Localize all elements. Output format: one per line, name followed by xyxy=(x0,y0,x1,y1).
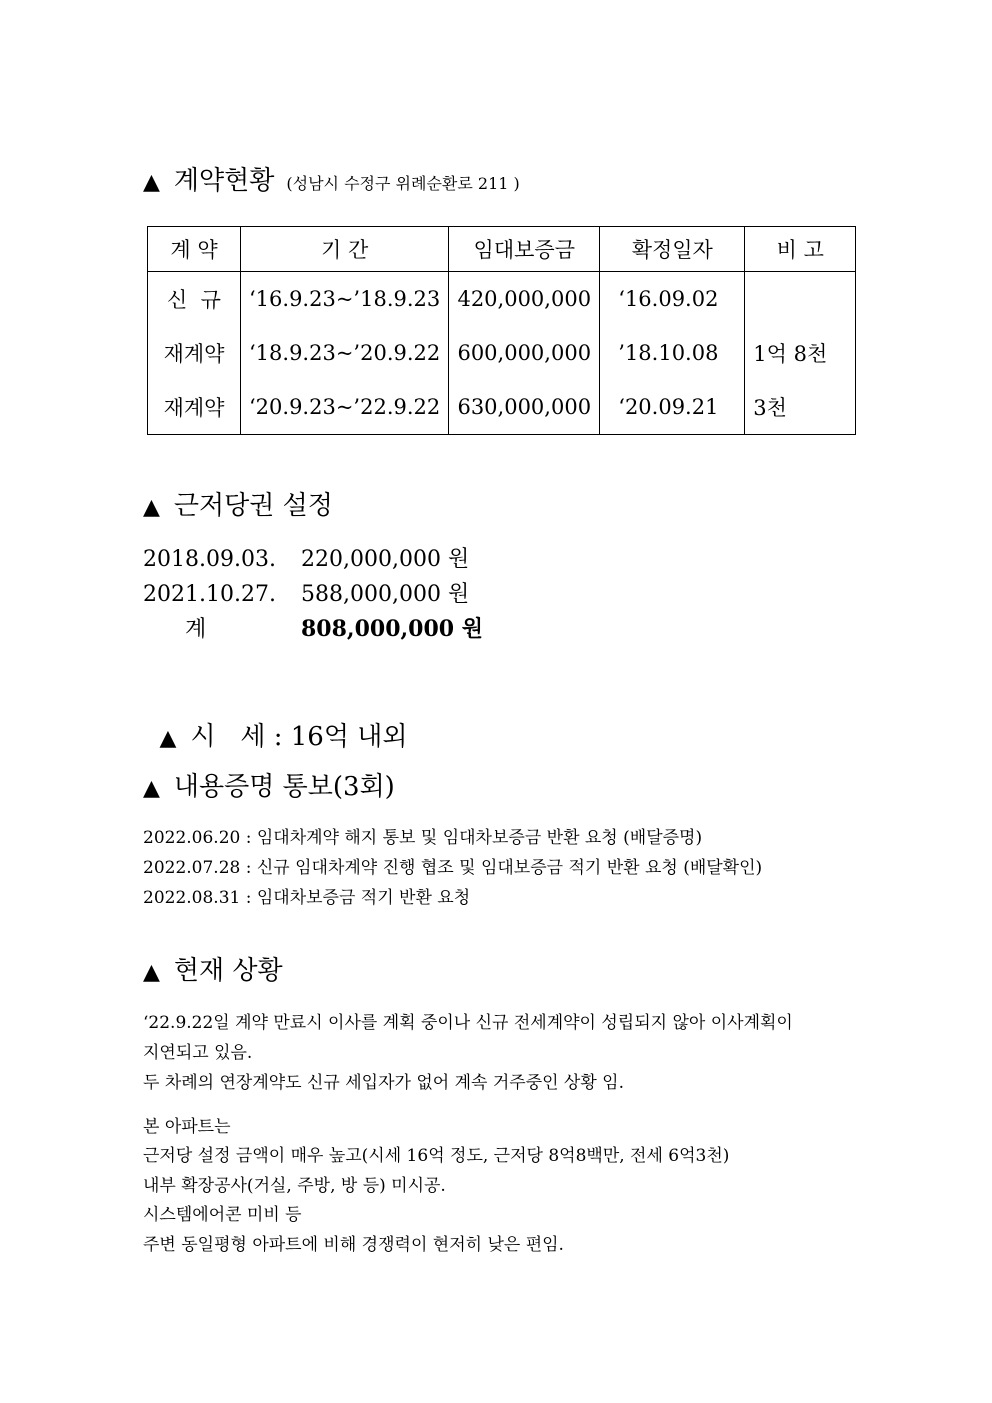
cell-period: ‘18.9.23~’20.9.22 xyxy=(241,326,449,380)
header-type: 계 약 xyxy=(148,227,241,272)
mortgage-entry xyxy=(143,542,469,573)
status-paragraph-line: 근저당 설정 금액이 매우 높고(시세 16억 정도, 근저당 8억8백만, 전세 6억3천) xyxy=(143,1146,730,1166)
status-paragraph-line: ‘22.9.22일 계약 만료시 이사를 계획 중이나 신규 전세계약이 성립되지 않아 이사계획이 xyxy=(143,1013,793,1033)
triangle-up-icon: ▲ xyxy=(143,776,160,801)
mortgage-heading xyxy=(143,485,333,522)
header-date: 확정일자 xyxy=(600,227,745,272)
contract-address: (성남시 수정구 위례순환로 211 ) xyxy=(286,174,520,193)
table-row xyxy=(148,380,856,435)
cell-type: 재계약 xyxy=(148,326,241,380)
mortgage-date: 2018.09.03. xyxy=(143,547,276,572)
cell-type: 신 규 xyxy=(148,272,241,327)
cell-period: ‘20.9.23~’22.9.22 xyxy=(241,380,449,435)
mortgage-amount: 220,000,000 원 xyxy=(301,547,470,572)
cell-date: ‘16.09.02 xyxy=(600,272,745,327)
table-header-row xyxy=(148,227,856,272)
notice-heading-text: 내용증명 통보(3회) xyxy=(173,772,395,802)
triangle-up-icon: ▲ xyxy=(143,170,160,195)
header-period: 기 간 xyxy=(241,227,449,272)
cell-deposit: 630,000,000 xyxy=(449,380,600,435)
contract-table xyxy=(147,226,856,435)
notice-heading xyxy=(143,766,395,803)
mortgage-heading-text: 근저당권 설정 xyxy=(173,491,333,521)
triangle-up-icon: ▲ xyxy=(143,960,160,985)
contract-heading-text: 계약현황 xyxy=(173,166,275,196)
mortgage-date: 2021.10.27. xyxy=(143,582,276,607)
triangle-up-icon: ▲ xyxy=(159,726,177,751)
market-heading-text: 시 세 : 16억 내외 xyxy=(190,722,408,752)
market-heading xyxy=(143,686,407,753)
cell-date: ‘20.09.21 xyxy=(600,380,745,435)
cell-deposit: 600,000,000 xyxy=(449,326,600,380)
cell-deposit: 420,000,000 xyxy=(449,272,600,327)
status-paragraph-line: 지연되고 있음. xyxy=(143,1043,253,1063)
status-paragraph-line: 두 차례의 연장계약도 신규 세입자가 없어 계속 거주중인 상황 임. xyxy=(143,1073,625,1093)
mortgage-total xyxy=(185,612,483,643)
cell-date: ’18.10.08 xyxy=(600,326,745,380)
triangle-up-icon: ▲ xyxy=(143,495,160,520)
cell-note: 1억 8천 xyxy=(745,326,856,380)
header-deposit: 임대보증금 xyxy=(449,227,600,272)
notice-line: 2022.06.20 : 임대차계약 해지 통보 및 임대차보증금 반환 요청 (배달증명) xyxy=(143,828,703,848)
mortgage-total-label: 계 xyxy=(185,617,207,642)
mortgage-amount: 588,000,000 원 xyxy=(301,582,470,607)
status-paragraph-line: 주변 동일평형 아파트에 비해 경쟁력이 현저히 낮은 편임. xyxy=(143,1235,564,1255)
mortgage-entry xyxy=(143,577,469,608)
notice-line: 2022.07.28 : 신규 임대차계약 진행 협조 및 임대보증금 적기 반환 요청 (배달확인) xyxy=(143,858,763,878)
status-paragraph-line: 내부 확장공사(거실, 주방, 방 등) 미시공. xyxy=(143,1176,446,1196)
table-row xyxy=(148,326,856,380)
mortgage-total-amount: 808,000,000 원 xyxy=(301,616,483,642)
status-paragraph-line: 본 아파트는 xyxy=(143,1117,231,1137)
status-paragraph-line: 시스템에어콘 미비 등 xyxy=(143,1205,302,1225)
cell-note: 3천 xyxy=(745,380,856,435)
status-heading xyxy=(143,950,283,987)
table-row xyxy=(148,272,856,327)
status-heading-text: 현재 상황 xyxy=(173,956,283,986)
cell-period: ‘16.9.23~’18.9.23 xyxy=(241,272,449,327)
contract-heading xyxy=(143,160,520,197)
cell-note xyxy=(745,272,856,327)
notice-line: 2022.08.31 : 임대차보증금 적기 반환 요청 xyxy=(143,888,471,908)
header-note: 비 고 xyxy=(745,227,856,272)
cell-type: 재계약 xyxy=(148,380,241,435)
